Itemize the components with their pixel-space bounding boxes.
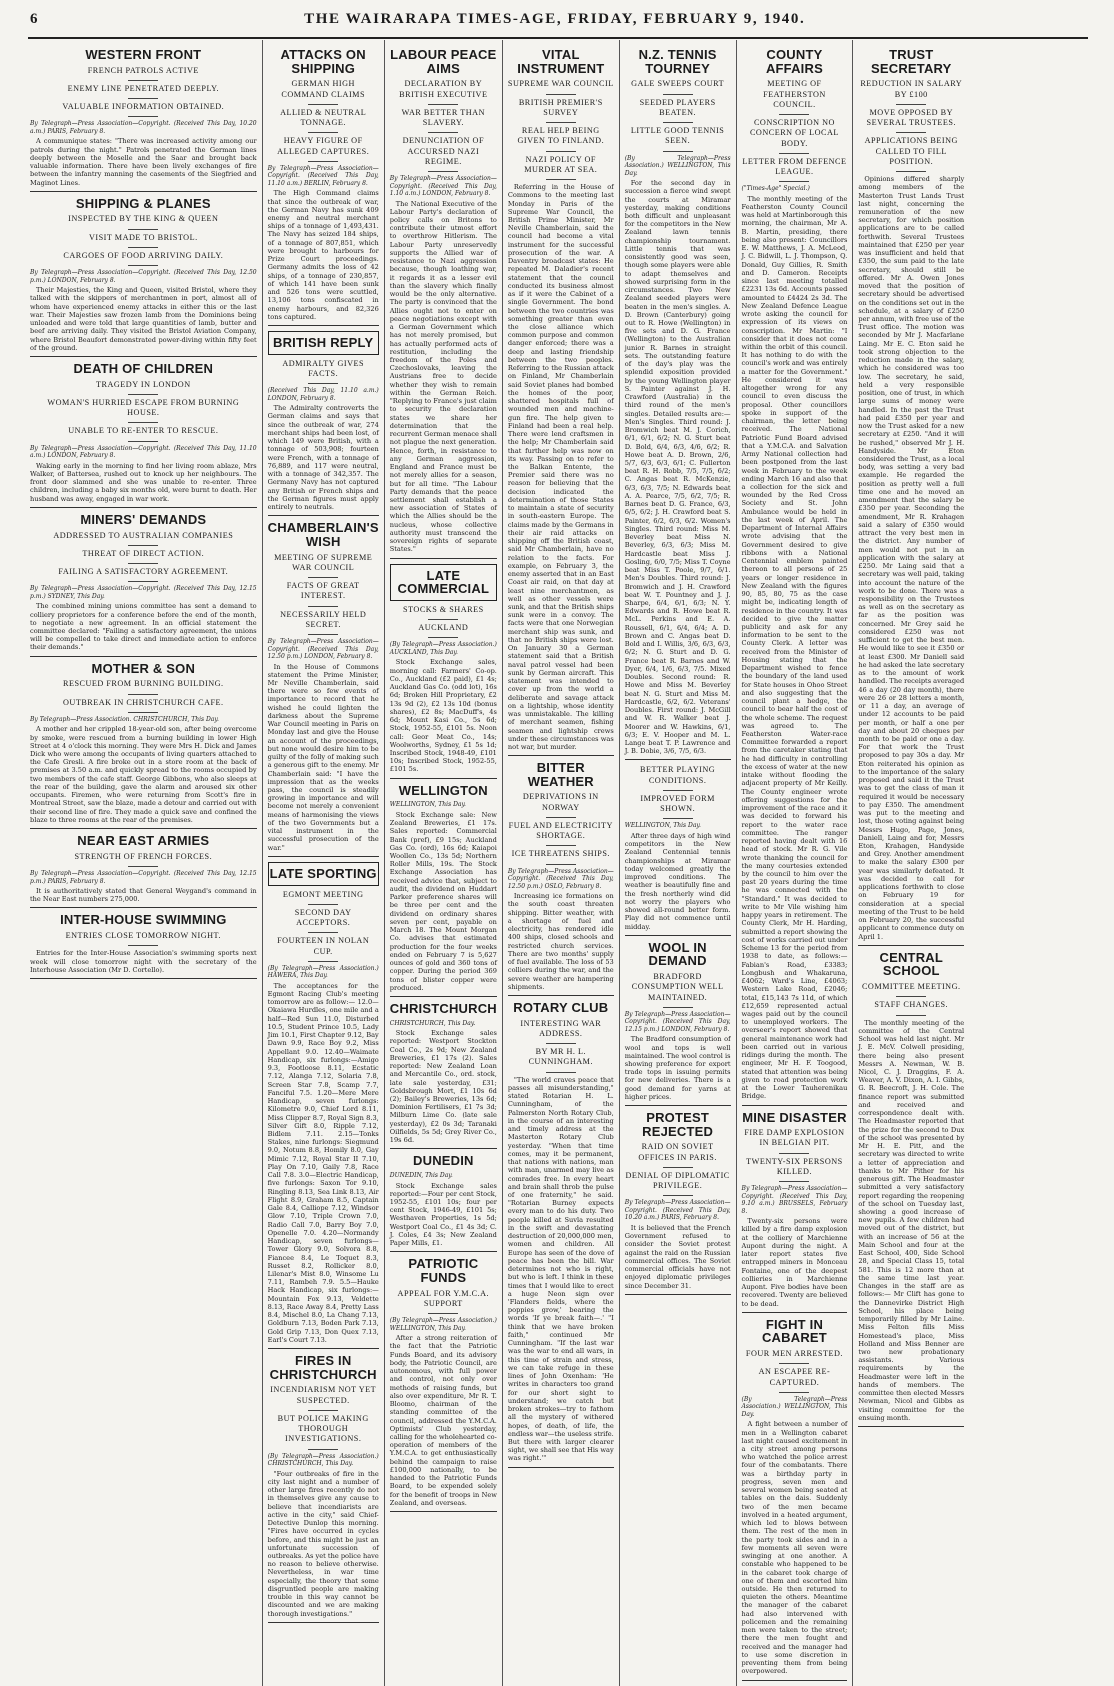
subheading-divider xyxy=(663,1007,693,1008)
article-subheading: INTERESTING WAR ADDRESS. xyxy=(520,1018,602,1038)
article-body: For the second day in succession a fierce wind swept the courts at Miramar yesterday, making conditions both difficult and unpleasant for the competitors in the New Zealand lawn tennis championship tournament. Little tennis that was consistently good was seen, though some players were able to adapt themselves and showed surprising form in the circumstances. Two New Zealand seeded players were beaten in the men's singles. A. D. Brown (Canterbury) going out to R. Howe (Wellington) in five sets and D. G. France (Wellington) to the Australian junior R. Barnes in straight sets. The outstanding feature of the day's play was the splendid exposition provided by the young Wellington player S. Painter against J. H. Crawford (Australia) in the third round of the men's singles. Detailed results are:— Men's Singles. Third round: J. Bromwich beat M. J. Corich, 6/1, 6/1, 6/2; N. G. Sturt beat D. Bold, 6/4, 6/3, 4/6, 6/2; R. Howe beat A. D. Brown, 2/6, 5/7, 6/3, 6/3, 6/1; C. Fullerton beat R. H. Robb, 7/5, 7/5, 6/2; C. Angas beat R. McKenzie, 6/3, 6/3, 7/5; N. Edwards beat A. A. Pearce, 7/5, 6/2, 7/5; R. Barnes beat D. G. France, 6/3, 6/5, 6/2; J. H. Crawford beat S. Painter, 6/2, 6/3, 6/2. Women's Singles. Third round: Miss M. Beverley beat Miss N. Beverley, 6/3, 6/3; Miss M. Hardcastle beat Miss J. Gosling, 6/0, 7/5; Miss T. Coyne beat Miss T. Poole, 9/7, 6/1. Men's Doubles. Third round: J. Bromwich and J. H. Crawford beat W. T. Pountney and J. J. Sharpe, 6/4, 6/1, 6/3; N. Y. Edwards and R. Howe beat R. McL. Perkins and E. A. Roussell, 6/1, 6/4, 6/4; A. D. Brown and C. Angas beat D. Bold and I. Willis, 3/6, 6/3, 6/3, 6/2; N. G. Sturt and D. G. France beat R. Barnes and W. Dyer, 6/4, 1/6, 6/3, 7/5. Mixed Doubles. Second round: R. Howe and Miss M. Beverley beat N. G. Sturt and Miss M. Hardcastle, 6/2, 6/2. Veterans' Doubles. First round: J. McGill and W. R. Walker beat J. Moorer and W. Hawkins, 6/1, 6/3; E. V. Hooper and M. L. Lange beat T. P. Lawrence and J. B. Dobie, 3/6, 7/5, 6/3. xyxy=(624,179,731,756)
article-dateline: (By Telegraph—Press Association.) WELLINGTON, This Day. xyxy=(624,154,731,177)
article-headline: VITAL INSTRUMENT xyxy=(517,47,605,76)
article-subheading: GALE SWEEPS COURT xyxy=(631,79,725,89)
article-subheading: IMPROVED FORM SHOWN. xyxy=(640,793,715,814)
subheading-divider xyxy=(128,422,158,423)
subheading-divider xyxy=(428,619,458,620)
article-body: Stock Exchange sale: New Zealand Breweries, £1 17s. Sales reported: Commercial Bank (pref), £9 15s; Auckland Gas Co. (ord), 16s 6d; Kaiapoi Woollen Co., 13s 5d; Northern Roller Mills, 19s. The Stock Exchange Association has received advice that, subject to audit, the dividend on Huddart Parker preference shares will be three per cent and the dividend on ordinary shares seven per cent, payable on March 18. The Mount Morgan Co. advises that estimated production for the four weeks ended on February 7 is 5,627 ounces of gold and 360 tons of copper. During the period 369 tons of blister copper were produced. xyxy=(389,810,497,992)
masthead-rule xyxy=(28,37,1088,39)
article-headline: MOTHER & SON xyxy=(91,660,196,676)
article-subheading: BY MR H. L. CUNNINGHAM. xyxy=(528,1047,593,1067)
article-body: Opinions differed sharply among members of the Masterton Trust Lands Trust last night, concerning the remuneration of the new secretary, for which position applications are to be called forthwith. Several Trustees maintained that £250 per year was insufficient and held that £350, the sum paid to the late secretary, should still be offered. Mr A. Owen Jones moved that the position of secretary should be advertised on the conditions set out in the schedule, at a salary of £250 per annum, with free use of the Trust office. The motion was seconded by Mr J. Macfarlane Laing. Mr E. C. Eton said he took strong objection to the reduction made in the salary, which he considered was too low. The secretary, he said, held a very responsible position, one of trust, in which large sums of money were handled. In the past the Trust had paid £350 per year and now the Trust asked for a new secretary at £250. "And it will be rushed," observed Mr J. H. Handyside. Mr Eton considered the Trust, as a local body, was setting a very bad example. He regarded the position as pretty well a full time one and he moved an amendment that the salary be £350 per year. Seconding the amendment, Mr R. Krahagen said a salary of £350 would attract the very best men in the district. Any number of men would not put in an application with the salary at £250. Mr Laing said that a secretary was well paid, taking into account the nature of the work to be done. There was a responsibility on the Trustees as well as on the secretary as far as the position was concerned. Mr Grey said he considered £250 was not sufficient to get the best men. He would like to see it £350 or at least £300. Mr Daniell said he had asked the late secretary as to the amount of work handled. The receipts averaged 46 a day (20 day month), there were 26 or 28 letters a month, or 11 a day, an average of under 12 accounts to be paid per month, or half a one per day and about 20 cheques per month to be paid or one a day. For that work the Trust proposed to pay 30s a day. Mr Eton reiterated his opinion as to the importance of the salary proposed and said it the Trust was to get the class of man it required it would be necessary to pay £350. The amendment was put to the meeting and lost, those voting against being Messrs Hugo, Page, Jones, Daniell, Laing and for, Messrs Eton, Krahagen, Handyside and Grey. Another amendment to make the salary £300 per year was similarly defeated. It was decided to call for applications forthwith to close on February 19 for consideration at a special meeting of the Trust to be held on February 20, the successful applicant to commence duty on April 1. xyxy=(858,175,965,941)
article-subheading: EGMONT MEETING xyxy=(282,889,364,899)
column-7 xyxy=(852,40,969,1686)
article-divider xyxy=(625,935,731,936)
article-body: The combined mining unions committee has sent a demand to colliery proprietors for a conference before the end of the month, to negotiate a new agreement. In an official statement the committee declared: "Failing a satisfactory agreement, the unions will be compelled to take direct and immediate action to enforce their demands." xyxy=(30,602,257,652)
article-subheading: VALUABLE INFORMATION OBTAINED. xyxy=(62,102,225,112)
article xyxy=(30,913,257,979)
subheading-divider xyxy=(896,171,926,172)
article-body: Stock Exchange sales reported: Westport Stockton Coal Co., 2s 9d; New Zealand Breweries, £1 17s (2). Sales reported: New Zealand Loan and Mercantile Co., ord. stock, late sale yesterday, £31; Goldsbrough Mort, £1 10s 6d (2); Bailey's Breweries, 13s 6d; Dominion Fertilisers, £1 7s 3d; Milburn Lime Co. (late sale yesterday), £2 0s 3d; Taranaki Oilfields, 5s 5d; Grey River Co., 19s 6d. xyxy=(389,1029,497,1145)
article-divider xyxy=(30,191,257,192)
article-subheading: COMMITTEE MEETING. xyxy=(861,982,961,992)
article-divider xyxy=(268,1348,379,1349)
article-divider xyxy=(390,558,497,559)
article-body: The National Executive of the Labour Party's declaration of policy calls on Britons to contribute their utmost effort to overthrow Hitlerism. The Labour Party unreservedly supports the Allied war of resistance to Nazi aggression because, though loathing war, it regards it as a lesser evil than the slavery which finally would be the only alternative. The party is convinced that the Allies ought not to enter on peace negotiations except with a German Government which has not merely promised, but has actually performed acts of restitution, including the freedom of the Poles and Czechoslovaks, leaving the Austrians free to decide whether they wish to remain within the German Reich. "Replying to France's just claim to security the declaration states we share her determination that the recurrent German menace shall not plague the next generation. Hence, forth, in resistance to any German aggression, England and France must be not merely allies for a season, but for all time. "The Labour Party demands that the peace settlement shall establish a new association of States of which the Allies should be the nucleus, whose collective authority must transcend the sovereign rights of separate States." xyxy=(389,199,497,554)
article-headline: CHRISTCHURCH xyxy=(389,1000,497,1016)
article-subheading: VISIT MADE TO BRISTOL. xyxy=(88,232,198,242)
article-body: Entries for the Inter-House Association's swimming sports next week will close tomorrow night with the secretary of the Interhouse Association (Mr D. Cortello). xyxy=(30,949,257,974)
subheading-divider xyxy=(308,961,338,962)
article-body: "Four outbreaks of fire in the city last night and a number of other large fires recently do not in themselves give any cause to believe that incendiarists are active in the city," said Chief-Detective Dunlop this morning. "Fires have occurred in cycles before, and this might be just an unfortunate succession of outbreaks. As yet the police have no reason to believe otherwise. Nevertheless, in war time especially, the theory that some disgruntled people are making trouble in this way cannot be discounted and we are making thorough investigations." xyxy=(267,1469,379,1618)
subheading-divider xyxy=(663,94,693,95)
subheading-divider xyxy=(128,441,158,442)
article-dateline: (Received This Day, 11.10 a.m.) LONDON, February 8. xyxy=(267,387,379,402)
subheading-divider xyxy=(308,383,338,384)
subheading-divider xyxy=(896,132,926,133)
subheading-divider xyxy=(779,153,809,154)
article-body: The monthly meeting of the committee of the Central School was held last night. Mr J. E. McV. Colwell presiding, there being also present Messrs A. Newman, W. B. Nicol, C. J. Draggins, F. A. Weaver, A. V. Dixon, A. I. Gibbs, G. R. Beecroft, J. H. Cole. The finance report was submitted and received and correspondence dealt with. The Headmaster reported that the prize for the second to Dux of the school was presented by Mr H. E. Pitt, and the secretary was directed to write a letter of appreciation and thanks to Mr Pither for his generous gift. The Headmaster submitted a very satisfactory report regarding the reopening of the school on Tuesday last, showing a good increase of new pupils. A few children had moved out of the district, but with an increase of 56 at the Main School and four at the East School, 400, Side School 28, and Special Class 15, total 581. This is 12 more than at the same time last year. Changes in the staff are as follows:— Mr Clift has gone to the Dannevirke District High School, his place being temporarily filled by Mr Laine. Miss Felton fills Miss Homestead's place, Miss Holland and Miss Benner are two new probationary assistants. Various requirements by the Headmaster were left in the hands of members. The committee then elected Messrs Newman, Nicol and Gibbs as visiting committee for the ensuing month. xyxy=(858,1018,965,1422)
article-divider xyxy=(30,507,257,508)
subheading-divider xyxy=(128,545,158,546)
subheading-divider xyxy=(128,98,158,99)
article-divider xyxy=(268,856,379,857)
column-4 xyxy=(502,40,619,1686)
article-subheading: STRENGTH OF FRENCH FORCES. xyxy=(74,851,213,861)
article-divider xyxy=(268,1622,379,1623)
article-headline: WESTERN FRONT xyxy=(85,47,202,62)
article-divider xyxy=(858,1426,964,1427)
article-subheading: SECOND DAY ACCEPTORS. xyxy=(294,907,352,928)
article-subheading: SEEDED PLAYERS BEATEN. xyxy=(639,97,716,117)
column-1 xyxy=(28,40,262,1686)
column-6 xyxy=(736,40,853,1686)
article xyxy=(390,1002,497,1149)
article-body: Their Majesties, the King and Queen, visited Bristol, where they talked with the skippers of merchantmen in port, almost all of whom have experienced enemy attacks in either this or the last war. Their Majesties saw frozen lamb from the Dominions being unloaded and were told that large quantities of lamb, butter and beef are arriving daily. They visited the Bristol Aviation Company, where Bristol Beaufort demonstrated power-diving within fifty feet of the ground. xyxy=(30,286,257,352)
article xyxy=(268,48,379,326)
article-dateline: By Telegraph—Press Association—Copyright. (Received This Day, 12.15 p.m.) SYDNEY, This Day. xyxy=(30,585,257,600)
article-divider xyxy=(508,755,614,756)
subheading-divider xyxy=(546,179,576,180)
article xyxy=(268,331,379,516)
subheading-divider xyxy=(779,1363,809,1364)
article-subheading: WAR BETTER THAN SLAVERY. xyxy=(401,107,485,128)
article-dateline: (By Telegraph—Press Association.) CHRISTCHURCH, This Day. xyxy=(267,1452,379,1468)
article-dateline: By Telegraph—Press Association—Copyright. (Received This Day, 9.10 a.m.) BRUSSELS, February 8. xyxy=(741,1185,848,1215)
article-subheading: HEAVY FIGURE OF ALLEGED CAPTURES. xyxy=(277,136,370,156)
article-divider xyxy=(390,778,497,779)
article-body: It is believed that the French Government refused to consider the Soviet protest against the raid on the Russian commercial offices. The Soviet commercial officials have not enjoyed diplomatic privileges since December 31. xyxy=(624,1223,731,1290)
article-divider xyxy=(30,907,257,908)
article-subheading: BETTER PLAYING CONDITIONS. xyxy=(640,765,716,785)
article-headline: N.Z. TENNIS TOURNEY xyxy=(638,47,717,76)
article-headline: PATRIOTIC FUNDS xyxy=(408,1256,479,1286)
article-body: In the House of Commons statement the Prime Minister, Mr Neville Chamberlain, said there were so few events of importance to record that he wished he could lighten the darkness about the Supreme War Council meeting in Paris on Monday last and give the House an account of the proceedings, but none would desire him to be guilty of the folly of making such a generous gift to the enemy. Mr Chamberlain said: "I have the impression that as the weeks pass, the council is steadily growing in importance and will become not merely a convenient means of harmonising the views of the two Governments but a vital instrument in the successful prosecution of the war." xyxy=(267,662,379,852)
article-dateline: (By Telegraph—Press Association.) WELLINGTON, This Day. xyxy=(389,1317,497,1332)
article-divider xyxy=(625,759,731,760)
article xyxy=(30,834,257,908)
article-divider xyxy=(268,325,379,326)
article-dateline: By Telegraph—Press Association—Copyright. (Received This Day, 10.20 a.m.) PARIS, February 8. xyxy=(30,120,257,135)
article-subheading: SUPREME WAR COUNCIL xyxy=(507,79,614,89)
article-headline: CHAMBERLAIN'S WISH xyxy=(267,520,379,549)
subheading-divider xyxy=(128,116,158,117)
article-subheading: FOURTEEN IN NOLAN CUP. xyxy=(277,936,370,956)
subheading-divider xyxy=(308,1410,338,1411)
subheading-divider xyxy=(128,563,158,564)
column-grid xyxy=(28,40,1086,1676)
article xyxy=(390,1154,497,1252)
article xyxy=(508,761,614,996)
article-body: Stock Exchange sales, morning call: Farmers' Co-op. Co., Auckland (£2 paid), £1 4s; Auckland Gas Co. (odd lot), 16s 6d; Broken Hill Proprietary, £2 13s 9d (2), £2 13s 10d (bonus shares), £2 8s; MacDuff's, 4s 6d; Mount Kasi Co., 5s 6d; Stock, 1952-55, £101 5s. Noon call: Geor Meat Co., 14s; Woolworths, Sydney, £1 5s 1d; Inscribed Stock, 1948-49, £101 10s; Inscribed Stock, 1952-55, £101 5s. xyxy=(389,658,497,774)
article-divider xyxy=(625,1105,731,1106)
subheading-divider xyxy=(663,1167,693,1168)
subheading-divider xyxy=(428,171,458,172)
column-5 xyxy=(619,40,736,1686)
article-body: The acceptances for the Egmont Racing Club's meeting tomorrow are as follow:— 12.0—Okaiawa Hurdles, one mile and a half—Red Sun 11.0, Disturbed 10.5, Student Prince 10.5, Lady Jim 10.1, First Chapter 9.12, Bay Dawn 9.9, Race Boy 9.2, Miss Appellant 9.0. 12.40—Waimate Handicap, six furlongs:—Amigo 9.3, Footloose 8.11, Ecstatic 7.12, Alanga 7.12, Solaria 7.8, Screen Star 7.8, Scamp 7.7, Fanciful 7.5. 1.20—Mere Mere Handicap, seven furlongs: Kilometre 9.0, Chief Lord 8.11, Miss Clipper 8.7, Royal Sign 8.3, Silver Gift 8.0, Ripple 7.12, Bidlem 7.11. 2.15—Tonks Stakes, nine furlongs: Siegmund 9.0, Notum 8.8, Homily 8.0, Gay Mimic 7.12, Royal Star II 7.10, Play On 7.10, Gaily 7.8, Race Call 7.8. 3.0—Electric Handicap, five furlongs: Saxon Tor 9.10, Ringling 8.13, Sea Link 8.13, Air Flight 8.9, Graham 8.5, Captain Gale 8.4, Calliope 7.12, Windsor Glow 7.10, Triple Crown 7.0, Radio Call 7.0, Barry Boy 7.0, Openelle 7.0. 4.20—Normandy Handicap, seven furlongs—Tower Glory 9.0, Solvora 8.8, Fiancee 8.4, Le Toquet 8.3, Russet 8.2, Rollicker 8.0, Lilenar's Mist 8.0, Winsome Lu 7.11, Rambeh 7.9. 5.5—Hauke Hack Handicap, six furlongs:—Mountain Fox 9.13, Veldette 8.13, Race Away 8.4, Pretty Lass 8.4, Mischel 8.0, La Chang 7.13, Goldburn 7.13, Boden Park 7.13, Gold Grip 7.13, Don Quex 7.13, Earl's Court 7.13. xyxy=(267,981,379,1344)
article-subheading: MEETING OF FEATHERSTON COUNCIL. xyxy=(763,79,826,109)
article-body: Referring in the House of Commons to the meeting last Monday in Paris of the Supreme War Council, the British Prime Minister, Mr Neville Chamberlain, said the council had become a vital instrument for the successful prosecution of the war. A Daventry broadcast states: He repeated M. Daladier's recent statement that the council conducted its business almost as if it were the Cabinet of a single Government. The bond between the two countries was something greater than even the close alliance which common purpose and common danger enforced; there was a deep and lasting friendship between the two peoples. Referring to the Russian attack on Finland, Mr Chamberlain said Soviet planes had bombed the homes of the poor, shattered hospitals full of wounded men and machine-gun fire. The help given to Finland had been a real help. There were lend craftsmen in the help; Mr Chamberlain said that further help was now on its way. Passing on to refer to the Balkan Entente, the Premier said there was no reason for believing that the decision indicated the determination of those States to maintain a state of security in south-eastern Europe. The claims made by the Germans in their air raid attacks on shipping off the British coast, said Mr Chamberlain, have no relation to the facts. For example, on February 3, the enemy asserted that in an East Coast air raid, on that day at least nine merchantmen, as well as other vessels were sunk, and that the British ships sunk were in a convoy. The facts were that one Norwegian merchant ship was sunk, and that no British ships were lost. On January 30 a German statement said that a British naval patrol vessel had been sunk by German aircraft. This statement was intended to cover up from the world a deliberate and savage attack on a lightship, whose identity was unmistakable. The killing of merchant seamen, fishing seamen and lightship crews under these circumstances was not war, but murder. xyxy=(507,183,614,751)
article-body: Twenty-six persons were killed by a fire damp explosion at the colliery of Marchienne Aupont during the night. A later report states five entrapped miners in Monceau Fontaine, one of the deepest collieries in Marchienne Aupont. Five bodies have been recovered. Twenty are believed to be dead. xyxy=(741,1217,848,1308)
subheading-divider xyxy=(896,996,926,997)
article-headline: BITTER WEATHER xyxy=(527,760,594,789)
article xyxy=(625,941,731,1106)
article-subheading: OUTBREAK IN CHRISTCHURCH CAFE. xyxy=(63,697,224,707)
article-dateline: By Telegraph—Press Association—Copyright. (Received This Day, 1.10 a.m.) LONDON, February 8. xyxy=(389,175,497,198)
subheading-divider xyxy=(779,1181,809,1182)
subheading-divider xyxy=(128,80,158,81)
article-headline: TRUST SECRETARY xyxy=(871,47,952,76)
article-subheading: NAZI POLICY OF MURDER AT SEA. xyxy=(524,154,598,174)
subheading-divider xyxy=(128,229,158,230)
subheading-divider xyxy=(779,1392,809,1393)
article-body: The Admiralty controverts the German claims and says that since the outbreak of war, 274 merchant ships had been lost, of which 149 were British, with a tonnage of 503,908; fourteen were French, with a tonnage of 76,889, and 117 were neutral, with a tonnage of 342,357. The Germany Navy has not captured any British or French ships and the German figures must apply entirely to neutrals. xyxy=(267,404,379,511)
article-divider xyxy=(30,356,257,357)
article-divider xyxy=(858,945,964,946)
article-body: Stock Exchange sales reported:—Four per cent Stock, 1952-55, £101 10s; four per cent Stock, 1946-49, £101 5s; Westhaven Properties, 1s 5d; Westport Coal Co., £1 4s 3d; C. J. Coles, £4 3s; New Zealand Paper Mills, £1. xyxy=(389,1181,497,1248)
article-body: The monthly meeting of the Featherston County Council was held at Martinborough this morning, the chairman, Mr A. B. Martin, presiding, there being also present: Councillors E. W. Matthews, J. A. McLeod, J. C. Bidwill, L. J. Thompson, Q. Donald, Guy Gillies, R. Smith and D. Cameron. Receipts since last meeting totalled £2231 13s 6d. Accounts passed amounted to £4424 2s 3d. The New Zealand Defence League wrote asking the council for expression of its views on conscription. Mr Martin: "I consider that it does not come within the orbit of this council. It has nothing to do with the council's work and was entirely a matter for the Government." He considered it was altogether wrong for any council to even discuss the proposal. Other councillors spoke in support of the chairman, the letter being received. The National Patriotic Fund Board advised that a Y.M.C.A. and Salvation Army National collection had been postponed from the last week in February to the week ending March 16 and also that a collection for the sick and wounded by the Red Cross Society and St. John Ambulance would be held in the last week of April. The Department of Internal Affairs wrote advising that the Government desired to give ribbons with a National Centennial emblem painted thereon to all persons of 25 years or longer residence in New Zealand with the figures 90, 85, 80, 75 as the case might be, indicating length of residence in the country. It was decided to give the matter publicity and ask for any information to be sent to the County Clerk. A letter was received from the Minister of Housing stating that the Department wished to fence the boundary of the land used for State houses in Ohoo Street and also suggesting that the council plant a hedge, the council to bear half the cost of the whole scheme. The request was agreed to. The Featherston Water-race Committee forwarded a report from the caretaker stating that he had difficulty in controlling the excess of water at the new intake without flooding the adjacent property of Mr Keilly. The County engineer wrote offering suggestions for the improvement of the race and it was decided to forward his report to the water race committee. The ranger reported having dealt with 16 head of stock. Mr R. G. Vile wrote thanking the council for the many courtesies extended by the council to him over the past 20 years during the time he was connected with the "Standard." It was decided to write to Mr Vile wishing him happy years in retirement. The County Clerk, Mr H. Harding, submitted a report showing the cost of works carried out under Scheme 13 for the period from 1938 to date, as follows:—Fabian's Road, £3383; Longbush and Whakaruna, £4062; Ward's Line, £4063; Western Lake Road, £2046; total, £15,143 7s 11d, of which £12,659 represented actual wages paid out by the council to unemployed workers. The overseer's report showed that general maintenance work had been carried out in various ridings during the month. The engineer, Mr H. F. Toogood, stated that attention was being given to road protection work at the Lower Tauherenikau Bridge. xyxy=(741,194,848,1101)
article-dateline: By Telegraph—Press Association—Copyright. (Received This Day, 11.10 a.m.) LONDON, February 8. xyxy=(30,444,257,460)
article-subheading: ENEMY LINE PENETRATED DEEPLY. xyxy=(67,83,220,93)
article-subheading: INCENDIARISM NOT YET SUSPECTED. xyxy=(270,1385,377,1405)
article-subheading: BUT POLICE MAKING THOROUGH INVESTIGATIONS. xyxy=(277,1413,369,1444)
subheading-divider xyxy=(546,94,576,95)
article-divider xyxy=(30,656,257,657)
article-headline: CENTRAL SCHOOL xyxy=(879,949,944,979)
subheading-divider xyxy=(308,1449,338,1450)
article xyxy=(390,48,497,559)
article-headline: DEATH OF CHILDREN xyxy=(73,361,214,377)
article-subheading: NECESSARILY HELD SECRET. xyxy=(280,609,367,629)
article xyxy=(508,48,614,756)
article-dateline: WELLINGTON, This Day. xyxy=(624,822,701,830)
article-dateline: By Telegraph—Press Association—Copyright. (Received This Day, 12.50 p.m.) LONDON, February 8. xyxy=(30,269,257,284)
article-subheading: AUCKLAND xyxy=(418,623,469,633)
article-subheading: GERMAN HIGH COMMAND CLAIMS xyxy=(281,79,366,99)
article-subheading: APPEAL FOR Y.M.C.A. SUPPORT xyxy=(397,1288,490,1308)
article-headline: LATE COMMERCIAL xyxy=(390,564,497,601)
article xyxy=(390,784,497,997)
subheading-divider xyxy=(128,265,158,266)
article-dateline: (By Telegraph—Press Association.) AUCKLAND, This Day. xyxy=(389,641,497,656)
article-body: After three days of high wind competitors in the New Zealand Centennial tennis championships at Miramar today welcomed greatly the improved conditions. The weather is beautifully fine and the fresh northerly wind did not worry the players who showed all-round better form. Play did not commence until midday. xyxy=(624,831,731,931)
article-divider xyxy=(30,828,257,829)
article xyxy=(30,197,257,357)
article-divider xyxy=(390,996,497,997)
subheading-divider xyxy=(546,122,576,123)
article xyxy=(858,951,964,1427)
article-dateline: DUNEDIN, This Day. xyxy=(389,1172,453,1180)
subheading-divider xyxy=(308,932,338,933)
subheading-divider xyxy=(128,394,158,395)
article-dateline: By Telegraph—Press Association—Copyright. (Received This Day, 10.20 a.m.) PARIS, February 8. xyxy=(624,1199,731,1222)
subheading-divider xyxy=(428,637,458,638)
article-headline: WOOL IN DEMAND xyxy=(648,939,707,969)
subheading-divider xyxy=(308,606,338,607)
article-dateline: ("Times-Age" Special.) xyxy=(741,185,810,193)
article-divider xyxy=(625,1294,731,1295)
article-headline: ROTARY CLUB xyxy=(513,1000,609,1016)
article-headline: MINE DISASTER xyxy=(742,1109,847,1125)
article-subheading: LITTLE GOOD TENNIS SEEN. xyxy=(630,126,725,146)
column-3 xyxy=(384,40,502,1686)
article-subheading: STOCKS & SHARES xyxy=(403,604,484,614)
subheading-divider xyxy=(128,694,158,695)
article-body: After a strong reiteration of the fact that the Patriotic Funds Board, and its advisory body, the Patriotic Council, are autonomous, with full power and control, not only over methods of raising funds, but also over expenditure, Mr R. T. Bloomo, chairman of the standing committee of the council, addressed the Y.M.C.A. Optimists' Club yesterday, calling for the wholehearted co-operation of members of the Y.M.C.A. to get enthusiastically behind the campaign to raise £100,000 nationally, to be handed to the Patriotic Funds Board, to be expended solely for the benefit of troops in New Zealand, and overseas. xyxy=(389,1334,497,1507)
article-subheading: BRITISH PREMIER'S SURVEY xyxy=(518,97,603,117)
article-headline: DUNEDIN xyxy=(413,1153,474,1169)
article-subheading: ALLIED & NEUTRAL TONNAGE. xyxy=(280,107,367,128)
article-subheading: REDUCTION IN SALARY BY £100 xyxy=(860,79,963,99)
article-headline: SHIPPING & PLANES xyxy=(75,195,211,211)
article-headline: FIRES IN CHRISTCHURCH xyxy=(269,1353,377,1382)
article-subheading: FAILING A SATISFACTORY AGREEMENT. xyxy=(58,567,229,577)
article xyxy=(625,48,731,760)
subheading-divider xyxy=(308,577,338,578)
article xyxy=(30,48,257,192)
subheading-divider xyxy=(428,132,458,133)
subheading-divider xyxy=(428,1313,458,1314)
article-headline: BRITISH REPLY xyxy=(268,331,379,355)
article-dateline: CHRISTCHURCH, This Day. xyxy=(389,1019,476,1027)
article-divider xyxy=(390,1148,497,1149)
article-divider xyxy=(508,995,614,996)
article-subheading: RESCUED FROM BURNING BUILDING. xyxy=(63,679,224,689)
article xyxy=(625,1111,731,1295)
article xyxy=(268,862,379,1349)
article-dateline: By Telegraph—Press Association—Copyright. (Received This Day, 12.15 p.m.) PARIS, February 8. xyxy=(30,870,257,885)
article-body: The High Command claims that since the outbreak of war, the German Navy has sunk 409 enemy and neutral merchant ships of a tonnage of 1,493,431. The Navy has seized 184 ships, of a tonnage of 807,851, which were brought to harbours for Prize Court proceedings. Germany admits the loss of 42 ships, of a tonnage of 230,857, of which 141 have been sunk and 526 tons were scuttled, 13,106 tons confiscated in enemy harbours, and 82,326 tons captured. xyxy=(267,189,379,321)
article-subheading: REAL HELP BEING GIVEN TO FINLAND. xyxy=(517,126,605,146)
article-subheading: ADDRESSED TO AUSTRALIAN COMPANIES xyxy=(53,530,234,540)
subheading-divider xyxy=(308,161,338,162)
article-body: It is authoritatively stated that General Weygand's command in the Near East numbers 275,000. xyxy=(30,887,257,904)
subheading-divider xyxy=(546,864,576,865)
article-subheading: MEETING OF SUPREME WAR COUNCIL xyxy=(274,552,373,572)
article-divider xyxy=(508,1467,614,1468)
article-headline: INTER-HOUSE SWIMMING xyxy=(60,912,227,928)
subheading-divider xyxy=(779,114,809,115)
subheading-divider xyxy=(663,818,693,819)
subheading-divider xyxy=(546,151,576,152)
article-subheading: WOMAN'S HURRIED ESCAPE FROM BURNING HOUSE. xyxy=(47,397,240,418)
article-dateline: By Telegraph—Press Association—Copyright. (Received This Day, 12.50 p.m.) LONDON, February 8. xyxy=(267,638,379,660)
subheading-divider xyxy=(779,181,809,182)
subheading-divider xyxy=(308,634,338,635)
subheading-divider xyxy=(128,581,158,582)
article-subheading: UNABLE TO RE-ENTER TO RESCUE. xyxy=(68,426,219,436)
article-subheading: DENIAL OF DIPLOMATIC PRIVILEGE. xyxy=(625,1170,730,1191)
article xyxy=(742,1111,848,1313)
article xyxy=(742,1318,848,1681)
article-body: Increasing ice formations on the south coast threaten shipping. Bitter weather, with a shortage of fuel and electricity, has rendered idle 400 ships, closed schools and restricted church services. There are two months' supply of fuel available. The loss of 53 colliers during the war, and the severe weather are hampering shipments. xyxy=(507,892,614,991)
subheading-divider xyxy=(128,945,158,946)
article xyxy=(30,662,257,829)
article-subheading: FUEL AND ELECTRICITY SHORTAGE. xyxy=(508,820,613,841)
article-subheading: FIRE DAMP EXPLOSION IN BELGIAN PIT. xyxy=(744,1128,845,1148)
article-divider xyxy=(390,1251,497,1252)
article-divider xyxy=(742,1312,848,1313)
article-headline: MINERS' DEMANDS xyxy=(80,511,207,527)
article-body: A communique states: "There was increased activity among our patrols during the night." Patrols penetrated the German lines deeply between the Moselle and the Saar and brought back valuable information. There have been lively exchanges of fire between the infantry manning the casements of the Siegfried and Maginot Lines. xyxy=(30,137,257,187)
subheading-divider xyxy=(663,151,693,152)
subheading-divider xyxy=(546,817,576,818)
article-dateline: By Telegraph—Press Association—Copyright. (Received This Day, 12.50 p.m.) OSLO, February 8. xyxy=(507,867,614,890)
article-dateline: By Telegraph—Press Association—Copyright. (Received This Day, 12.15 p.m.) LONDON, February 8. xyxy=(624,1010,731,1033)
subheading-divider xyxy=(128,247,158,248)
article-subheading: STAFF CHANGES. xyxy=(874,1000,949,1010)
article-subheading: INSPECTED BY THE KING & QUEEN xyxy=(68,214,219,224)
article xyxy=(268,521,379,857)
article-divider xyxy=(30,978,257,979)
subheading-divider xyxy=(896,1015,926,1016)
article-dateline: (By Telegraph—Press Association.) WELLINGTON, This Day. xyxy=(741,1395,848,1418)
subheading-divider xyxy=(546,845,576,846)
article-divider xyxy=(742,1105,848,1106)
article-divider xyxy=(390,1511,497,1512)
page-number: 6 xyxy=(30,10,38,27)
article-headline: FIGHT IN CABARET xyxy=(761,1316,827,1346)
article-subheading: ENTRIES CLOSE TOMORROW NIGHT. xyxy=(65,931,221,941)
article-headline: NEAR EAST ARMIES xyxy=(77,833,210,849)
article-body: "The world craves peace that passes all misunderstanding," stated Rotarian H. L. Cunningham, of the Palmerston North Rotary Club, in the course of an interesting and timely address at the Masterton Rotary Club yesterday. "When that time comes, may it be permanent, that nations with nations, man with man, unarmed may live as comrades free. In every heart and brain shall throb the pulse of one fraternity," he said. "Rotarian Burney expects every man to do his duty. Two people killed at Suvla resulted in the swift and devastating destruction of 20,000,000 men, women and children. All Europe has seen of the dove of peace has been the bill. War determines not who is right, but who is left. I think in these times that I would like to erect a huge Neon sign over 'Flanders fields, where the poppies grow,' bearing the words 'If ye break faith—.' "I think that we have broken faith," continued Mr Cunningham. "If the last war was the war to end all wars, in this time of strain and stress, we can take refuge in these lines of John Oxenham: 'He writes in characters too grand for our short sight to understand; we catch but broken strokes—try to fathom all the mystery of withered hopes, of death, of life, the endless war—the useless strife. But there with larger clearer sight, we shall see that His way was right.'" xyxy=(507,1075,614,1463)
article-dateline: By Telegraph—Press Association—Copyright. (Received This Day, 11.10 a.m.) BERLIN, February 8. xyxy=(267,164,379,187)
article-headline: LATE SPORTING xyxy=(268,862,379,886)
article-headline: COUNTY AFFAIRS xyxy=(765,47,823,76)
article-subheading: TWENTY-SIX PERSONS KILLED. xyxy=(746,1156,843,1176)
article-subheading: MOVE OPPOSED BY SEVERAL TRUSTEES. xyxy=(866,107,956,128)
article-subheading: DEPRIVATIONS IN NORWAY xyxy=(522,792,599,812)
subheading-divider xyxy=(128,712,158,713)
article-subheading: APPLICATIONS BEING CALLED TO FILL POSITION. xyxy=(864,136,958,166)
article-subheading: ICE THREATENS SHIPS. xyxy=(511,849,610,859)
article-headline: LABOUR PEACE AIMS xyxy=(390,47,497,76)
article-subheading: THREAT OF DIRECT ACTION. xyxy=(82,548,205,558)
article-body: A fight between a number of men in a Wellington cabaret last night caused excitement in a city street among persons who watched the police arrest four of the combatants. There was a birthday party in progress, seven men and several women being seated at tables on the dais. Suddenly two of the men became involved in a heated argument, which led to blows between them. The rest of the men in the party took sides and in a few moments all seven were swinging at one another. A constable who happened to be in the cabaret took charge of one of them and escorted him outside. He then returned to quieten the others. Meantime the manager of the cabaret had also intervened with policemen and the remaining men were taken to the street; there the men fought and received and the manager had to use some discretion in preventing them from being overpowered. xyxy=(741,1420,848,1676)
article-subheading: TRAGEDY IN LONDON xyxy=(96,379,191,389)
subheading-divider xyxy=(308,132,338,133)
subheading-divider xyxy=(128,866,158,867)
article xyxy=(625,765,731,935)
article-headline: WELLINGTON xyxy=(398,782,488,798)
article-body: Waking early in the morning to find her living room ablaze, Mrs Walker, of Battersea, rushed out to knock up her neighbours. The front door slammed and she was unable to re-enter. Three children, including a baby six months old, were burnt to death. Her husband was away, engaged in war work. xyxy=(30,461,257,503)
article-dateline: (By Telegraph—Press Association.) HAWERA, This Day. xyxy=(267,964,379,980)
article-divider xyxy=(742,1680,848,1681)
subheading-divider xyxy=(663,122,693,123)
article-body: The Bradford consumption of wool and tops is well maintained. The wool control is showing preference for export trade tops in issuing permits for new deliveries. There is a good demand for yarns at higher prices. xyxy=(624,1035,731,1101)
article-dateline: By Telegraph—Press Association. CHRISTCHURCH, This Day. xyxy=(30,715,219,723)
article xyxy=(30,362,257,508)
article-subheading: DECLARATION BY BRITISH EXECUTIVE xyxy=(399,79,488,99)
article-subheading: LETTER FROM DEFENCE LEAGUE. xyxy=(742,156,847,177)
article-subheading: CONSCRIPTION NO CONCERN OF LOCAL BODY. xyxy=(749,118,839,148)
article-subheading: CARGOES OF FOOD ARRIVING DAILY. xyxy=(63,250,224,260)
article-divider xyxy=(268,515,379,516)
column-2 xyxy=(262,40,384,1686)
subheading-divider xyxy=(663,1195,693,1196)
article-subheading: RAID ON SOVIET OFFICES IN PARIS. xyxy=(638,1142,717,1162)
article xyxy=(858,48,964,946)
article-subheading: ADMIRALTY GIVES FACTS. xyxy=(282,358,365,378)
article xyxy=(390,564,497,779)
article-headline: PROTEST REJECTED xyxy=(642,1110,714,1139)
subheading-divider xyxy=(546,1043,576,1044)
article-subheading: BRADFORD CONSUMPTION WELL MAINTAINED. xyxy=(631,972,724,1002)
masthead-title: THE WAIRARAPA TIMES-AGE, FRIDAY, FEBRUARY 9, 1940. xyxy=(304,10,806,27)
subheading-divider xyxy=(896,104,926,105)
article-subheading: FOUR MEN ARRESTED. xyxy=(745,1349,843,1359)
subheading-divider xyxy=(308,104,338,105)
article-subheading: FRENCH PATROLS ACTIVE xyxy=(87,65,199,75)
article-subheading: FACTS OF GREAT INTEREST. xyxy=(286,581,360,601)
article xyxy=(268,1354,379,1623)
masthead xyxy=(0,0,1114,38)
article-subheading: DENUNCIATION OF ACCURSED NAZI REGIME. xyxy=(402,136,485,166)
subheading-divider xyxy=(663,790,693,791)
subheading-divider xyxy=(546,1072,576,1073)
subheading-divider xyxy=(308,904,338,905)
subheading-divider xyxy=(779,1153,809,1154)
article xyxy=(508,1001,614,1468)
article xyxy=(390,1257,497,1512)
article-dateline: WELLINGTON, This Day. xyxy=(389,801,466,809)
article-body: A mother and her crippled 18-year-old son, after being overcome by smoke, were rescued from a burning building in lower High Street at 4 o'clock this morning. They were Mrs H. Dick and James Dick who were among the occupants of living quarters attached to the Cafe Gresli. A fire broke out in a store room at the back of premises at 3.50 a.m. and quickly spread to the rooms occupied by two members of the cafe staff. George Gibbons, who also sleeps at the rear of the building, gave the alarm and aroused six other occupants. Firemen, who were returning from Scott's fire in Montreal Street, saw the blaze, made a detour and carried out with their second line of fire. They made a quick save and confined the blaze to three rooms at the rear of the premises. xyxy=(30,725,257,824)
subheading-divider xyxy=(428,104,458,105)
article xyxy=(742,48,848,1106)
article-headline: ATTACKS ON SHIPPING xyxy=(280,47,366,76)
article xyxy=(30,513,257,657)
article-subheading: AN ESCAPEE RE-CAPTURED. xyxy=(758,1367,831,1387)
